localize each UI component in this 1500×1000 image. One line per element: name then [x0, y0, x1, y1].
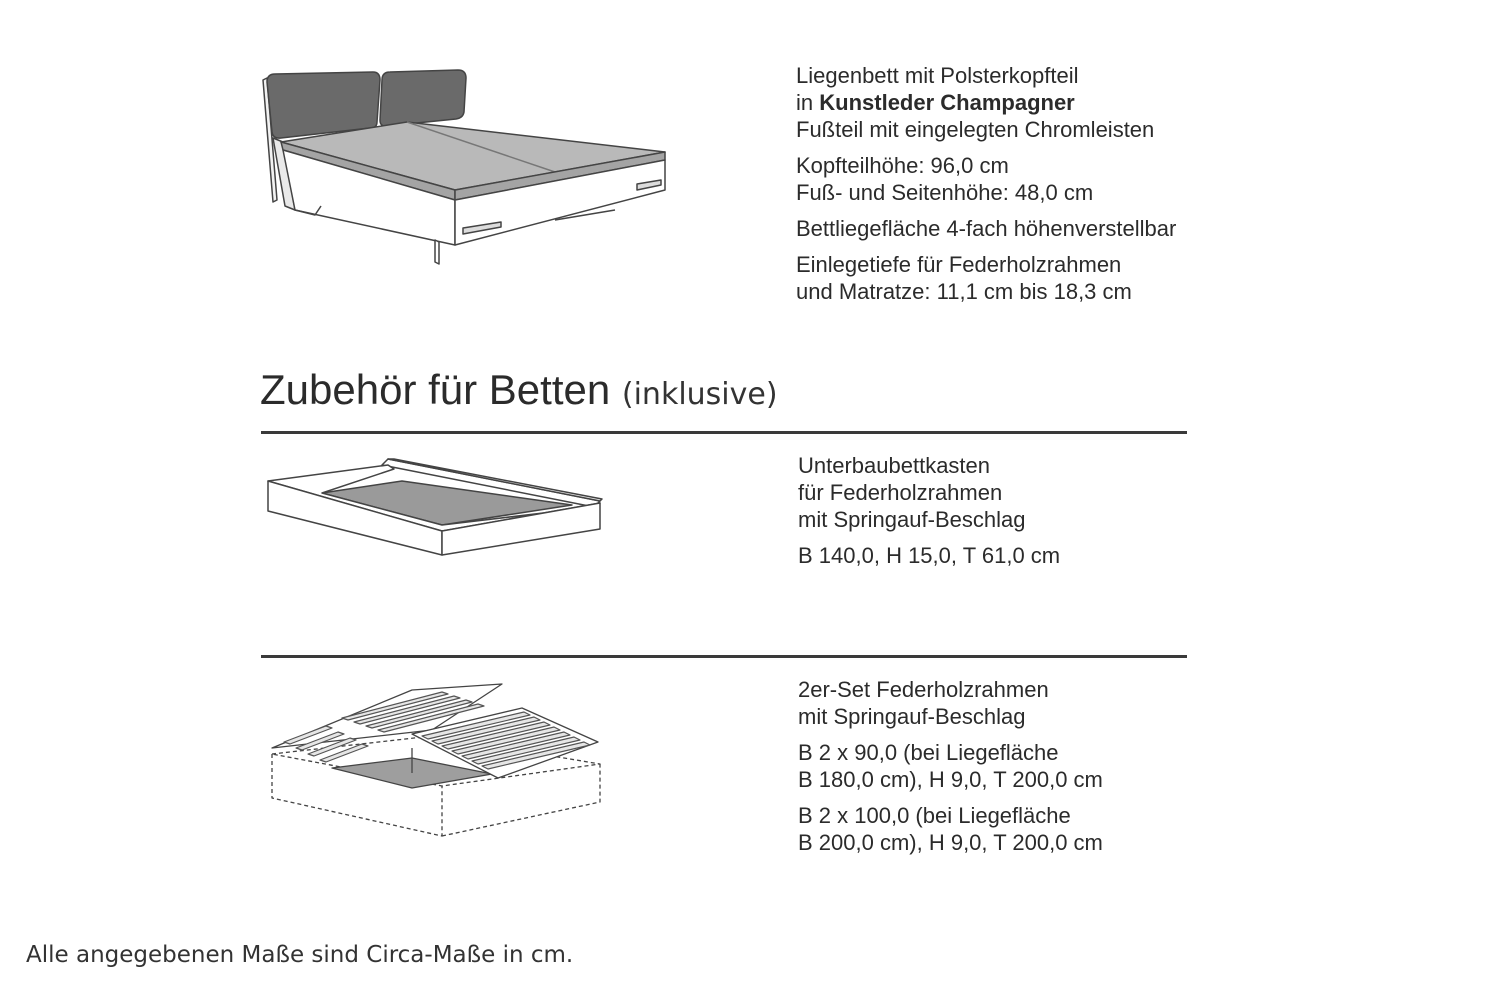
bed-desc-line2-prefix: in	[796, 90, 820, 115]
footnote: Alle angegebenen Maße sind Circa-Maße in cm.	[26, 942, 574, 968]
frame-desc-line2: mit Springauf-Beschlag	[798, 704, 1026, 729]
bed-desc-line5: Fuß- und Seitenhöhe: 48,0 cm	[796, 180, 1094, 205]
frame-desc-line1: 2er-Set Federholzrahmen	[798, 677, 1049, 702]
bed-desc-line8: und Matratze: 11,1 cm bis 18,3 cm	[796, 279, 1132, 304]
section-subtitle: (inklusive)	[621, 377, 778, 412]
drawer-dimensions: B 140,0, H 15,0, T 61,0 cm	[798, 543, 1061, 568]
frame-desc-line4: B 180,0 cm), H 9,0, T 200,0 cm	[798, 767, 1103, 792]
frame-desc-line3: B 2 x 90,0 (bei Liegefläche	[798, 740, 1059, 765]
bed-description	[796, 62, 1176, 314]
bed-desc-line6: Bettliegefläche 4-fach höhenverstellbar	[796, 216, 1177, 241]
section-title	[260, 366, 778, 414]
slatted-frame-icon	[262, 678, 607, 848]
section-divider	[261, 431, 1187, 434]
slatted-frame-description	[798, 676, 1103, 865]
drawer-desc-line2: für Federholzrahmen	[798, 480, 1003, 505]
bed-illustration-icon	[255, 60, 680, 280]
bed-desc-line4: Kopfteilhöhe: 96,0 cm	[796, 153, 1009, 178]
bed-desc-line3: Fußteil mit eingelegten Chromleisten	[796, 117, 1155, 142]
frame-desc-line5: B 2 x 100,0 (bei Liegefläche	[798, 803, 1071, 828]
accessory-divider	[261, 655, 1187, 658]
drawer-desc-line3: mit Springauf-Beschlag	[798, 507, 1026, 532]
bed-desc-line7: Einlegetiefe für Federholzrahmen	[796, 252, 1122, 277]
frame-desc-line6: B 200,0 cm), H 9,0, T 200,0 cm	[798, 830, 1103, 855]
underbed-drawer-icon	[262, 455, 607, 565]
drawer-desc-line1: Unterbaubettkasten	[798, 453, 991, 478]
bed-material: Kunstleder Champagner	[819, 90, 1075, 115]
bed-desc-line2	[796, 89, 1176, 116]
bed-desc-line1: Liegenbett mit Polsterkopfteil	[796, 63, 1079, 88]
section-title-text: Zubehör für Betten	[260, 366, 611, 413]
drawer-description	[798, 452, 1060, 578]
